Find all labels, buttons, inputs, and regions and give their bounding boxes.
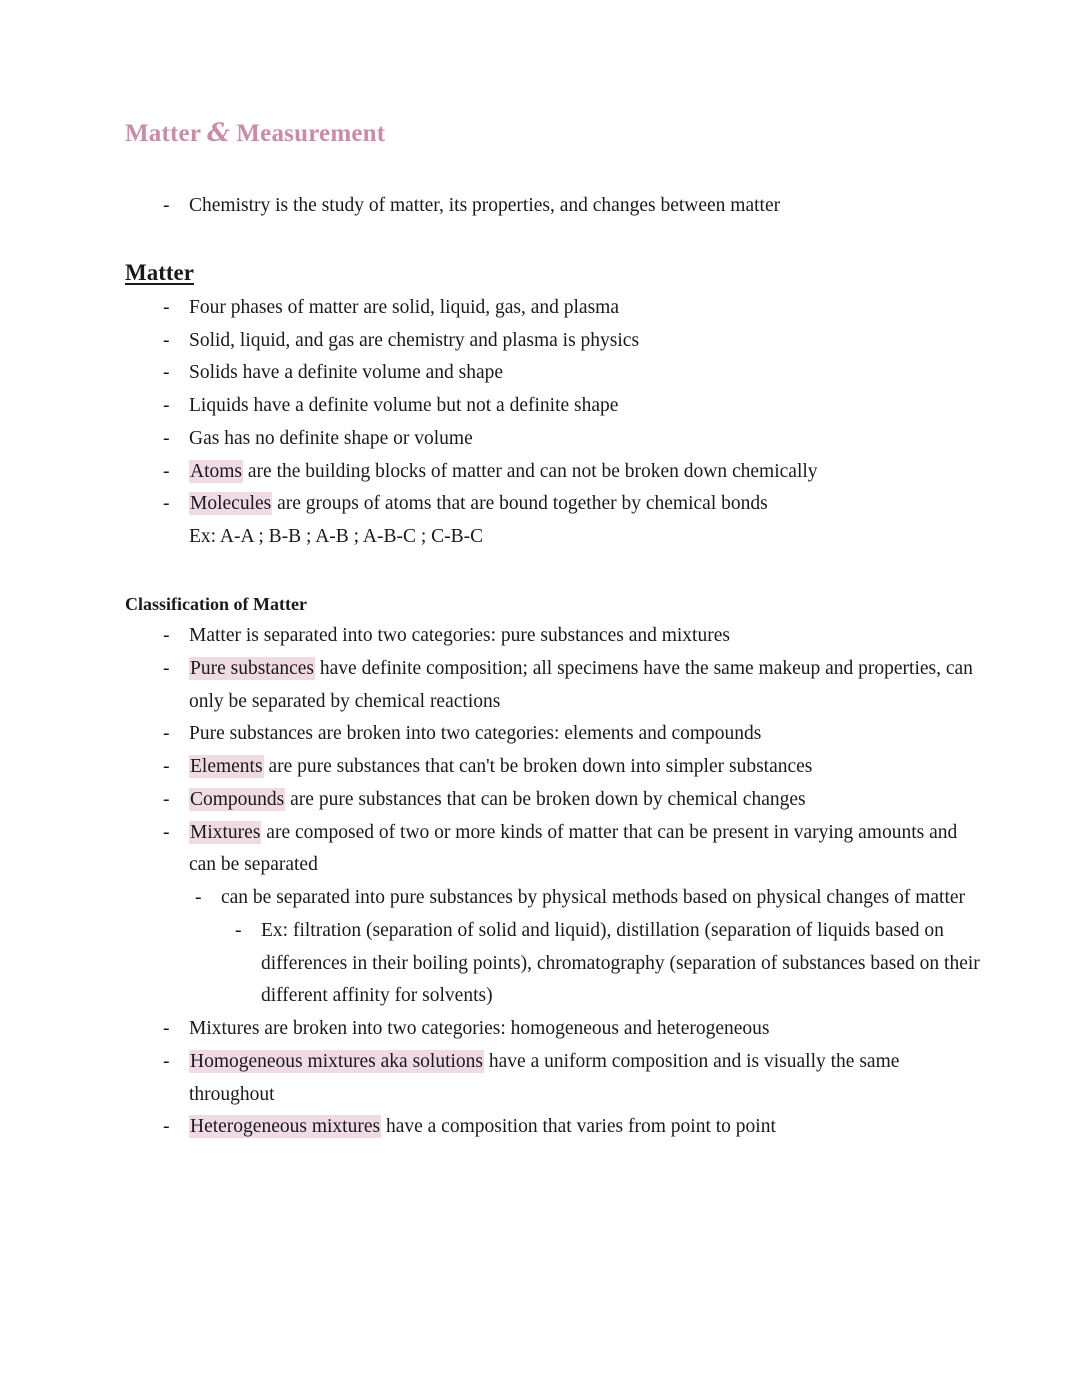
bullet-dash: - [163, 427, 170, 449]
list-item [125, 1111, 985, 1144]
list-item-text: are composed of two or more kinds of matter that can be present in varying amounts and can be separated [189, 821, 958, 876]
page-title-ampersand: & [207, 118, 230, 147]
intro-list [125, 190, 985, 223]
list-item-text: are pure substances that can't be broken down into simpler substances [263, 756, 813, 778]
list-item-text: Mixtures are broken into two categories: homogeneous and heterogeneous [189, 1018, 770, 1040]
highlighted-term: Compounds [190, 788, 285, 810]
bullet-dash: - [163, 1050, 170, 1072]
list-item [189, 882, 985, 1013]
list-item-text: Pure substances are broken into two categories: elements and compounds [189, 723, 762, 745]
list-item [125, 488, 985, 554]
bullet-dash: - [163, 821, 170, 843]
list-item [125, 325, 985, 358]
list-item [125, 390, 985, 423]
highlighted-term: Elements [190, 756, 263, 778]
list-item [125, 456, 985, 489]
highlighted-term: Pure substances [190, 657, 315, 679]
list-item [125, 1046, 985, 1112]
bullet-dash: - [163, 657, 170, 679]
list-item [125, 784, 985, 817]
list-item-text: Four phases of matter are solid, liquid, gas, and plasma [189, 296, 619, 318]
bullet-dash: - [163, 296, 170, 318]
bullet-dash: - [163, 788, 170, 810]
list-item-text: Chemistry is the study of matter, its properties, and changes between matter [189, 195, 781, 216]
page-title-main: Matter [125, 120, 201, 147]
bullet-dash: - [235, 919, 242, 941]
list-item-text: are pure substances that can be broken down by chemical changes [285, 788, 806, 810]
bullet-dash: - [163, 625, 170, 647]
bullet-dash: - [163, 756, 170, 778]
bullet-dash: - [163, 1018, 170, 1040]
list-item-text: have definite composition; all specimens have the same makeup and properties, can only be separated by chemical reactions [189, 657, 973, 712]
list-item-text: Solids have a definite volume and shape [189, 362, 504, 384]
highlighted-term: Molecules [190, 493, 272, 515]
list-item-text: Ex: filtration (separation of solid and liquid), distillation (separation of liquids based on differences in their boiling points), chromatography (separation of substances based on their different affinity for solvents) [261, 919, 980, 1007]
list-item [125, 423, 985, 456]
highlighted-term: Heterogeneous mixtures [190, 1116, 381, 1138]
list-item [125, 1013, 985, 1046]
list-item [125, 620, 985, 653]
list-item [125, 718, 985, 751]
bullet-dash: - [163, 195, 170, 216]
list-item-text: are groups of atoms that are bound together by chemical bonds [272, 493, 768, 515]
classification-list [125, 620, 985, 1144]
list-item [125, 817, 985, 1014]
bullet-dash: - [163, 329, 170, 351]
bullet-dash: - [163, 395, 170, 417]
page-title-rest: Measurement [236, 120, 386, 147]
highlighted-term: Atoms [190, 460, 243, 482]
sub-list-level-1 [189, 882, 985, 1013]
list-item [221, 915, 985, 1013]
list-item-text: have a uniform composition and is visually the same throughout [189, 1050, 900, 1105]
bullet-dash: - [195, 887, 202, 909]
page-title [125, 118, 985, 148]
bullet-dash: - [163, 362, 170, 384]
list-item [125, 292, 985, 325]
list-item [125, 751, 985, 784]
list-item-text: Liquids have a definite volume but not a definite shape [189, 395, 619, 417]
highlighted-term: Homogeneous mixtures aka solutions [190, 1050, 484, 1072]
bullet-dash: - [163, 493, 170, 515]
list-item [125, 190, 985, 223]
section-heading-matter: Matter [125, 259, 194, 285]
list-item [125, 357, 985, 390]
list-item-text: have a composition that varies from point to point [381, 1116, 776, 1138]
list-item-text: Gas has no definite shape or volume [189, 427, 473, 449]
list-item [125, 653, 985, 719]
list-item-text: Matter is separated into two categories: pure substances and mixtures [189, 625, 730, 647]
sub-list-level-2 [221, 915, 985, 1013]
matter-list [125, 292, 985, 554]
list-item-text: can be separated into pure substances by physical methods based on physical changes of matter [221, 887, 966, 909]
section-heading-classification: Classification of Matter [125, 593, 307, 614]
highlighted-term: Mixtures [190, 821, 261, 843]
list-item-text: are the building blocks of matter and can not be broken down chemically [243, 460, 818, 482]
bullet-dash: - [163, 723, 170, 745]
bullet-dash: - [163, 1116, 170, 1138]
bullet-dash: - [163, 460, 170, 482]
list-item-continuation: Ex: A-A ; B-B ; A-B ; A-B-C ; C-B-C [189, 526, 484, 548]
list-item-text: Solid, liquid, and gas are chemistry and plasma is physics [189, 329, 640, 351]
